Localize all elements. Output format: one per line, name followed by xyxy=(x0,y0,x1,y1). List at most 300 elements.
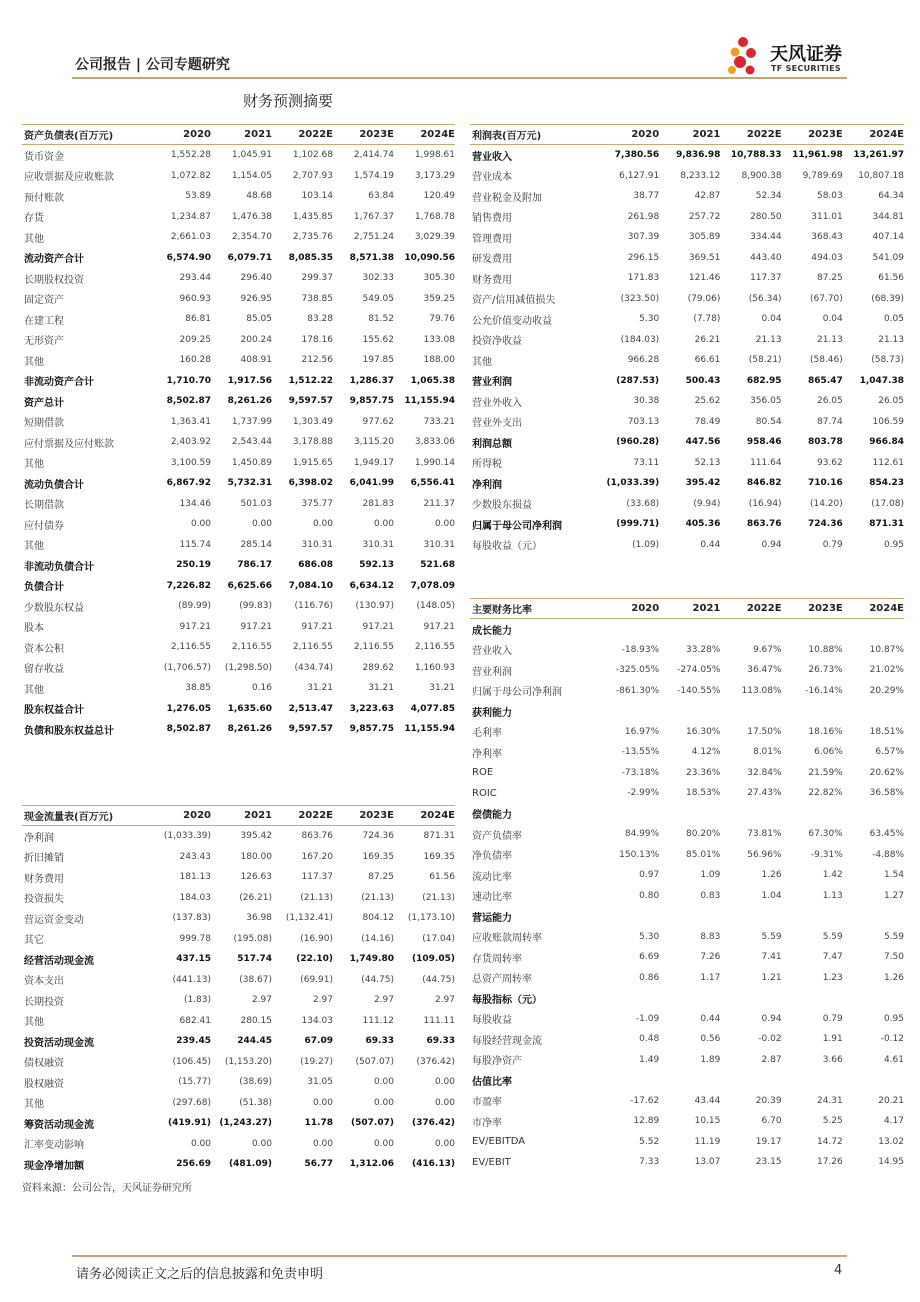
table-row xyxy=(470,473,904,494)
cell-value: 1.13 xyxy=(822,890,843,901)
cell-value: 2.97 xyxy=(434,995,455,1006)
cell-value: 305.30 xyxy=(423,273,455,284)
table-row xyxy=(470,309,904,330)
cell-value: 1,045.91 xyxy=(231,150,272,161)
cell-value: 69.33 xyxy=(426,1036,455,1047)
cell-value: 8,261.26 xyxy=(227,396,272,407)
table-row xyxy=(470,742,904,763)
row-label: 存货周转率 xyxy=(472,953,522,965)
cell-value: 2.87 xyxy=(761,1054,782,1065)
cell-value: 111.12 xyxy=(362,1015,394,1026)
cell-value xyxy=(720,804,781,825)
cell-value: 8.01% xyxy=(752,747,782,758)
cell-value: 36.98 xyxy=(246,913,272,924)
table-row xyxy=(22,1113,455,1134)
cell-value: 724.36 xyxy=(362,831,394,842)
cell-value: 977.62 xyxy=(362,416,394,427)
cell-value: (21.13) xyxy=(422,892,455,903)
cell-value: 78.49 xyxy=(694,416,721,427)
cell-value: 310.31 xyxy=(423,539,455,550)
cell-value: 1,512.22 xyxy=(288,375,333,386)
cell-value: 13,261.97 xyxy=(853,150,904,161)
cell-value: 14.72 xyxy=(816,1136,843,1147)
cell-value: 1.17 xyxy=(700,972,721,983)
cell-value: 10,788.33 xyxy=(730,150,782,161)
row-label: 折旧摊销 xyxy=(24,853,64,865)
table-row xyxy=(470,1091,904,1112)
year-header: 2020 xyxy=(598,125,659,145)
cell-value: 1,234.87 xyxy=(170,211,211,222)
row-label: 净负债率 xyxy=(472,851,512,863)
cell-value: 917.21 xyxy=(179,621,211,632)
row-label: 其他 xyxy=(472,356,492,368)
cell-value: 160.28 xyxy=(179,355,211,366)
cell-value: 1.26 xyxy=(883,972,904,983)
cell-value: (68.39) xyxy=(871,293,904,304)
table-row xyxy=(470,1152,904,1173)
cell-value: 120.49 xyxy=(423,191,455,202)
cell-value xyxy=(843,906,904,927)
cell-value: 865.47 xyxy=(808,375,843,386)
cell-value: 6,625.66 xyxy=(227,580,272,591)
cell-value: 7,380.56 xyxy=(614,150,660,161)
cell-value: 408.91 xyxy=(240,355,272,366)
table-row xyxy=(22,535,455,556)
cell-value: 0.94 xyxy=(761,1013,782,1024)
cell-value: 16.97% xyxy=(624,726,660,737)
table-row xyxy=(470,268,904,289)
disclaimer-text: 请务必阅读正文之后的信息披露和免责申明 xyxy=(76,1267,324,1282)
table-row xyxy=(22,227,455,248)
cell-value: 7,078.09 xyxy=(410,580,455,591)
cell-value: 3,100.59 xyxy=(170,457,211,468)
cell-value: 63.84 xyxy=(368,191,394,202)
cell-value: 64.34 xyxy=(878,191,904,202)
cell-value: 256.69 xyxy=(176,1159,211,1170)
cell-value: (1,173.10) xyxy=(407,913,455,924)
cell-value: 66.61 xyxy=(694,355,721,366)
table-row xyxy=(470,207,904,228)
cell-value: 42.87 xyxy=(694,191,721,202)
cell-value: 56.96% xyxy=(747,849,782,860)
cell-value: (481.09) xyxy=(229,1159,272,1170)
cell-value: 7,226.82 xyxy=(166,580,211,591)
cell-value: 3.66 xyxy=(822,1054,843,1065)
row-label: 无形资产 xyxy=(24,336,64,348)
year-header: 2021 xyxy=(211,806,272,826)
cell-value: 3,833.06 xyxy=(414,437,455,448)
cell-value: 0.79 xyxy=(822,539,843,550)
cell-value: 11.19 xyxy=(694,1136,721,1147)
cell-value: 369.51 xyxy=(688,252,721,263)
cell-value: 32.84% xyxy=(747,767,782,778)
cell-value: 8,571.38 xyxy=(349,252,394,263)
row-label: 非流动负债合计 xyxy=(24,561,94,573)
cell-value: 1.23 xyxy=(822,972,843,983)
cell-value: (38.67) xyxy=(239,974,272,985)
cell-value: 0.79 xyxy=(822,1013,843,1024)
cell-value: 56.77 xyxy=(304,1159,333,1170)
row-label: 财务费用 xyxy=(24,873,64,885)
cell-value: 592.13 xyxy=(359,560,394,571)
cell-value: -13.55% xyxy=(621,747,660,758)
cell-value: 3,115.20 xyxy=(353,437,394,448)
cell-value: 0.95 xyxy=(883,1013,904,1024)
cell-value: 8,502.87 xyxy=(166,724,211,735)
row-label: 成长能力 xyxy=(472,625,512,637)
cell-value: (1,153.20) xyxy=(224,1056,272,1067)
cell-value: 7.47 xyxy=(822,952,843,963)
cell-value: (44.75) xyxy=(361,974,394,985)
cell-value: 9,836.98 xyxy=(675,150,721,161)
cell-value: 1,767.37 xyxy=(353,211,394,222)
cell-value: 1,450.89 xyxy=(231,457,272,468)
cell-value: 999.78 xyxy=(179,933,211,944)
cell-value: 52.13 xyxy=(694,457,721,468)
cell-value: 0.00 xyxy=(251,519,272,530)
cell-value: (376.42) xyxy=(416,1056,455,1067)
row-label: 每股经营现金流 xyxy=(472,1035,542,1047)
logo-text-en: TF SECURITIES xyxy=(771,64,841,73)
cell-value: 43.44 xyxy=(694,1095,721,1106)
cell-value: (22.10) xyxy=(296,954,333,965)
cell-value xyxy=(659,804,720,825)
row-label: 负债合计 xyxy=(24,582,64,594)
cell-value: 239.45 xyxy=(176,1036,211,1047)
table-row xyxy=(470,681,904,702)
cell-value: 2,513.47 xyxy=(288,703,333,714)
table-row xyxy=(470,886,904,907)
cell-value: 7.26 xyxy=(700,952,721,963)
cell-value: 6.69 xyxy=(639,952,660,963)
cell-value: 296.15 xyxy=(627,252,660,263)
year-header: 2024E xyxy=(843,599,904,619)
cell-value: -325.05% xyxy=(615,665,660,676)
row-label: 存货 xyxy=(24,213,44,225)
cell-value xyxy=(720,988,781,1009)
row-label: 长期借款 xyxy=(24,500,64,512)
cell-value: 1,102.68 xyxy=(292,150,333,161)
cell-value: 5.25 xyxy=(822,1116,843,1127)
cell-value: 117.37 xyxy=(750,273,782,284)
table-title: 现金流量表(百万元) xyxy=(22,806,150,826)
cell-value: 541.09 xyxy=(872,252,904,263)
table-row xyxy=(470,701,904,722)
table-row xyxy=(22,494,455,515)
row-label: 其他 xyxy=(24,233,44,245)
table-row xyxy=(22,207,455,228)
cell-value: 63.45% xyxy=(869,829,904,840)
cell-value: 5,732.31 xyxy=(227,478,272,489)
table-row xyxy=(22,1154,455,1175)
cell-value: -0.02 xyxy=(758,1034,782,1045)
table-row xyxy=(470,1050,904,1071)
cell-value: 305.89 xyxy=(688,232,721,243)
cell-value: 871.31 xyxy=(869,519,904,530)
cell-value: 58.03 xyxy=(816,191,843,202)
row-label: 长期投资 xyxy=(24,996,64,1008)
cell-value: 2,116.55 xyxy=(292,642,333,653)
cell-value: 7.33 xyxy=(639,1157,660,1168)
cell-value: 20.21 xyxy=(878,1095,904,1106)
cell-value: (419.91) xyxy=(168,1118,211,1129)
cell-value: 6,398.02 xyxy=(288,478,333,489)
cell-value: 112.61 xyxy=(872,457,904,468)
cell-value: 8,900.38 xyxy=(741,170,782,181)
table-row xyxy=(470,494,904,515)
cell-value: 686.08 xyxy=(298,560,333,571)
table-row xyxy=(22,186,455,207)
cell-value: 6,556.41 xyxy=(410,478,455,489)
cell-value: 121.46 xyxy=(688,273,721,284)
cell-value: 10,090.56 xyxy=(404,252,455,263)
cell-value: 960.93 xyxy=(179,293,211,304)
row-label: 营业税金及附加 xyxy=(472,192,542,204)
cell-value: 36.47% xyxy=(747,665,782,676)
table-row xyxy=(470,145,904,166)
cell-value: 188.00 xyxy=(423,355,455,366)
table-row xyxy=(22,929,455,950)
cell-value: 250.19 xyxy=(176,560,211,571)
cell-value: 26.73% xyxy=(808,665,843,676)
row-label: 营运能力 xyxy=(472,912,512,924)
row-label: 速动比率 xyxy=(472,892,512,904)
cell-value: 14.95 xyxy=(878,1157,904,1168)
cell-value: 1.04 xyxy=(761,890,782,901)
row-label: 每股指标（元） xyxy=(472,994,542,1006)
table-row xyxy=(470,432,904,453)
row-label: 长期股权投资 xyxy=(24,274,84,286)
row-label: 债权融资 xyxy=(24,1058,64,1070)
row-label: 留存收益 xyxy=(24,664,64,676)
cell-value: -4.88% xyxy=(872,849,904,860)
cell-value: 1,312.06 xyxy=(349,1159,394,1170)
cell-value: 150.13% xyxy=(619,849,660,860)
row-label: 投资净收益 xyxy=(472,336,522,348)
cell-value: 0.94 xyxy=(761,539,782,550)
table-row xyxy=(22,596,455,617)
table-row xyxy=(470,619,904,640)
cell-value: 9,857.75 xyxy=(349,724,394,735)
cell-value: 61.56 xyxy=(878,273,904,284)
row-label: 营业利润 xyxy=(472,666,512,678)
table-row xyxy=(22,1093,455,1114)
cell-value: 1.54 xyxy=(883,870,904,881)
cell-value: 1,749.80 xyxy=(349,954,394,965)
cell-value: 917.21 xyxy=(301,621,333,632)
cell-value xyxy=(843,619,904,640)
cell-value: 243.43 xyxy=(179,851,211,862)
row-label: ROIC xyxy=(472,787,497,799)
row-label: 预付账款 xyxy=(24,192,64,204)
table-row xyxy=(22,617,455,638)
cell-value: 6,634.12 xyxy=(349,580,394,591)
row-label: 股本 xyxy=(24,623,44,635)
cell-value: -73.18% xyxy=(621,767,660,778)
row-label: 其他 xyxy=(24,1017,44,1029)
cell-value: 966.28 xyxy=(627,355,660,366)
table-header-row xyxy=(22,806,455,826)
cell-value: 1,072.82 xyxy=(170,170,211,181)
cell-value: 395.42 xyxy=(240,831,272,842)
cell-value: 0.00 xyxy=(434,1097,455,1108)
row-label: 资产/信用减值损失 xyxy=(472,295,556,307)
cell-value: 2.97 xyxy=(373,995,394,1006)
cell-value xyxy=(659,619,720,640)
cell-value: 5.30 xyxy=(639,314,660,325)
row-label: 负债和股东权益总计 xyxy=(24,725,114,737)
cell-value: 1,737.99 xyxy=(231,416,272,427)
cell-value: 6,127.91 xyxy=(619,170,660,181)
cell-value: 521.68 xyxy=(420,560,455,571)
row-label: 其他 xyxy=(24,684,44,696)
cell-value: 1.26 xyxy=(761,870,782,881)
row-label: ROE xyxy=(472,767,494,779)
cell-value: 1,990.14 xyxy=(414,457,455,468)
row-label: 净利润 xyxy=(24,832,54,844)
cell-value: 1,635.60 xyxy=(227,703,272,714)
row-label: 现金净增加额 xyxy=(24,1160,84,1172)
cell-value: 359.25 xyxy=(423,293,455,304)
cell-value: 1,917.56 xyxy=(227,375,272,386)
cell-value: (21.13) xyxy=(300,892,333,903)
row-label: 货币资金 xyxy=(24,151,64,163)
cell-value: 0.00 xyxy=(434,1077,455,1088)
cell-value: 1.89 xyxy=(700,1054,721,1065)
row-label: 投资活动现金流 xyxy=(24,1037,94,1049)
cell-value: (1,033.39) xyxy=(606,478,660,489)
cell-value: 1,286.37 xyxy=(349,375,394,386)
row-label: 偿债能力 xyxy=(472,810,512,822)
cell-value: 20.62% xyxy=(869,767,904,778)
cell-value xyxy=(598,1070,659,1091)
table-row xyxy=(470,350,904,371)
cell-value: 52.34 xyxy=(755,191,782,202)
cell-value: 1,710.70 xyxy=(166,375,211,386)
cell-value: -16.14% xyxy=(805,685,843,696)
logo-petal-icon xyxy=(734,56,746,68)
cell-value: (297.68) xyxy=(172,1097,211,1108)
table-row xyxy=(22,555,455,576)
cell-value: 854.23 xyxy=(869,478,904,489)
cell-value: 1,435.85 xyxy=(292,211,333,222)
cell-value: 1.09 xyxy=(700,870,721,881)
cell-value: (434.74) xyxy=(294,662,333,673)
cell-value: 5.30 xyxy=(639,931,660,942)
data-source-note: 资料来源：公司公告，天风证券研究所 xyxy=(22,1183,192,1194)
cell-value: 917.21 xyxy=(423,621,455,632)
row-label: 应付债券 xyxy=(24,520,64,532)
cell-value: (130.97) xyxy=(355,601,394,612)
table-row xyxy=(22,867,455,888)
table-row xyxy=(22,391,455,412)
cell-value: (999.71) xyxy=(616,519,660,530)
cell-value: 178.16 xyxy=(301,334,333,345)
cell-value: 0.00 xyxy=(434,1138,455,1149)
cell-value: 103.14 xyxy=(301,191,333,202)
table-row xyxy=(22,949,455,970)
cell-value: 24.31 xyxy=(816,1095,843,1106)
cell-value: 106.59 xyxy=(872,416,904,427)
cell-value: 18.16% xyxy=(808,726,843,737)
cell-value: 67.09 xyxy=(304,1036,333,1047)
cell-value: (1.83) xyxy=(183,995,211,1006)
cell-value: 724.36 xyxy=(808,519,843,530)
cell-value xyxy=(598,701,659,722)
table-row xyxy=(470,535,904,556)
cell-value: 0.00 xyxy=(190,519,211,530)
cell-value: 296.40 xyxy=(240,273,272,284)
cell-value: 703.13 xyxy=(627,416,660,427)
cell-value xyxy=(659,1070,720,1091)
table-row xyxy=(470,865,904,886)
cell-value: 197.85 xyxy=(362,355,394,366)
cell-value: (1,243.27) xyxy=(219,1118,272,1129)
cell-value xyxy=(782,906,843,927)
cell-value xyxy=(720,906,781,927)
cell-value: 3,178.88 xyxy=(292,437,333,448)
cell-value: 786.17 xyxy=(237,560,272,571)
cell-value: -9.31% xyxy=(810,849,843,860)
cell-value: 171.83 xyxy=(627,273,660,284)
cell-value: 93.62 xyxy=(816,457,843,468)
cell-value: (148.05) xyxy=(416,601,455,612)
table-row xyxy=(470,968,904,989)
cell-value: 36.58% xyxy=(869,788,904,799)
table-row xyxy=(470,371,904,392)
cell-value: (51.38) xyxy=(239,1097,272,1108)
cell-value: 0.00 xyxy=(251,1138,272,1149)
cell-value: 80.20% xyxy=(686,829,721,840)
row-label: 营业外收入 xyxy=(472,397,522,409)
row-label: 每股净资产 xyxy=(472,1056,522,1068)
table-row xyxy=(22,1052,455,1073)
cell-value: 0.44 xyxy=(700,1013,721,1024)
cell-value: 0.00 xyxy=(373,519,394,530)
cell-value: 8,502.87 xyxy=(166,396,211,407)
table-row xyxy=(22,1134,455,1155)
cell-value: (67.70) xyxy=(809,293,843,304)
cell-value: 2,707.93 xyxy=(292,170,333,181)
cell-value: 2,661.03 xyxy=(170,232,211,243)
cell-value: 0.04 xyxy=(761,314,782,325)
table-row xyxy=(470,722,904,743)
table-row xyxy=(22,576,455,597)
page-title: 财务预测摘要 xyxy=(243,92,334,110)
cell-value xyxy=(782,988,843,1009)
cell-value: 6,079.71 xyxy=(227,252,272,263)
cell-value xyxy=(843,804,904,825)
cell-value: (16.94) xyxy=(748,498,782,509)
cell-value: 113.08% xyxy=(741,685,782,696)
cell-value: 6.06% xyxy=(814,747,843,758)
table-row xyxy=(470,763,904,784)
year-header: 2022E xyxy=(272,125,333,145)
cell-value: 395.42 xyxy=(685,478,721,489)
cell-value: 126.63 xyxy=(240,872,272,883)
row-label: 营运资金变动 xyxy=(24,914,84,926)
cell-value: 1,552.28 xyxy=(170,150,211,161)
cell-value: (960.28) xyxy=(616,437,660,448)
cell-value: 437.15 xyxy=(176,954,211,965)
cell-value: 447.56 xyxy=(685,437,721,448)
cell-value: 16.30% xyxy=(686,726,721,737)
cell-value: (9.94) xyxy=(693,498,721,509)
cell-value: 682.41 xyxy=(179,1015,211,1026)
cell-value: 0.97 xyxy=(639,870,660,881)
cell-value: (287.53) xyxy=(616,375,660,386)
table-row xyxy=(470,412,904,433)
